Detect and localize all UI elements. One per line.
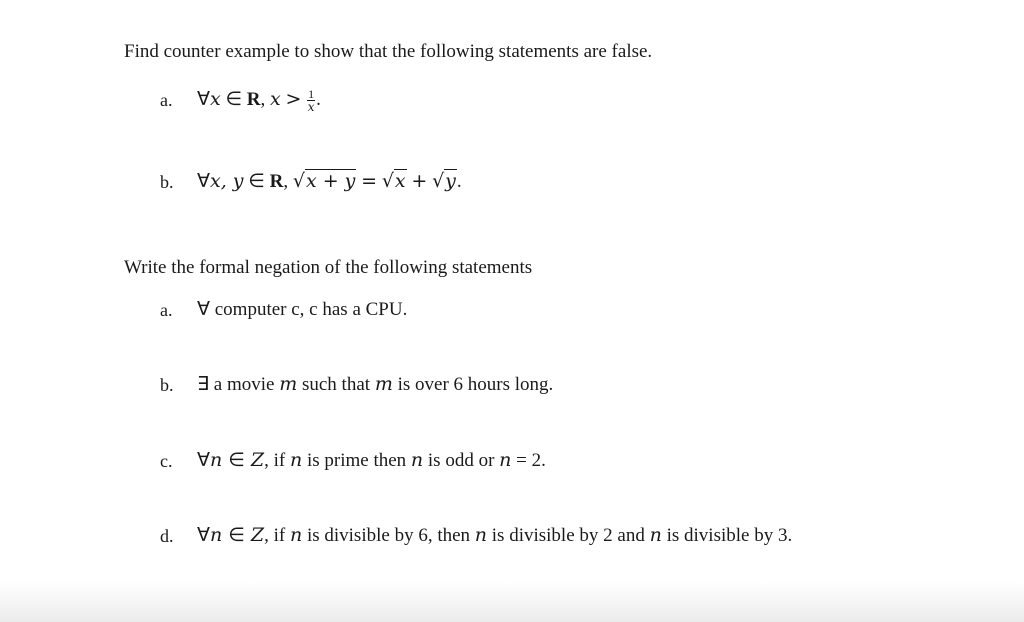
sqrt-x-plus-y: √x + y	[292, 170, 356, 192]
s1-item-b-label: b.	[160, 172, 174, 192]
s2-item-d-statement: ∀n ∈ Z, if n is divisible by 6, then n is divisible by 2 and n is divisible by 3.	[197, 524, 793, 546]
s2-item-a-label: a.	[160, 300, 173, 320]
s2-item-a-statement: ∀ computer c, c has a CPU.	[197, 298, 408, 320]
s2-item-c-statement: ∀n ∈ Z, if n is prime then n is odd or n = 2.	[197, 449, 546, 471]
sqrt-y: √y	[432, 170, 456, 192]
s1-item-a-statement: ∀x ∈ R, x > $\frac{1}{x}$ .	[197, 87, 321, 115]
s1-item-a-label: a.	[160, 90, 173, 110]
s2-item-c-label: c.	[160, 451, 173, 471]
page-bottom-shadow	[0, 582, 1024, 622]
s1-item-b-statement: ∀x, y ∈ R, √x + y = √x + √y.	[197, 170, 462, 192]
s2-item-b-label: b.	[160, 375, 174, 395]
s2-item-d-label: d.	[160, 526, 174, 546]
fraction-one-over-x: $\frac{1}{x}$	[307, 87, 315, 115]
s2-item-b-statement: ∃ a movie m such that m is over 6 hours long.	[197, 373, 554, 395]
sqrt-x: √x	[381, 170, 406, 192]
section1-heading: Find counter example to show that the following statements are false.	[124, 41, 653, 62]
section2-heading: Write the formal negation of the following statements	[124, 257, 533, 278]
